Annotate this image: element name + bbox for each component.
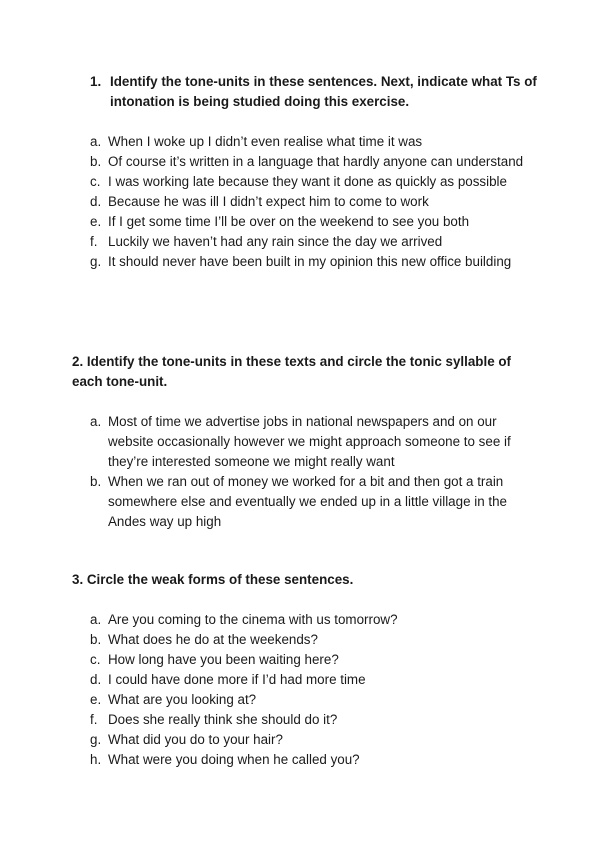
item-text: Does she really think she should do it? [108, 712, 338, 727]
list-item [90, 650, 540, 670]
list-item [90, 750, 540, 770]
item-letter: c. [90, 174, 101, 189]
list-item [90, 152, 540, 172]
list-item [90, 252, 540, 272]
list-item [90, 730, 540, 750]
item-letter: c. [90, 652, 101, 667]
item-letter: g. [90, 254, 102, 269]
list-item [90, 212, 540, 232]
item-text: Luckily we haven’t had any rain since the day we arrived [108, 234, 443, 249]
item-text: It should never have been built in my opinion this new office building [108, 254, 512, 269]
question-1-text: Identify the tone-units in these sentences. Next, indicate what Ts of intonation is being studied doing this exercise. [110, 74, 537, 109]
item-text: I could have done more if I’d had more time [108, 672, 366, 687]
item-letter: e. [90, 692, 102, 707]
list-item [90, 710, 540, 730]
item-text: When I woke up I didn’t even realise what time it was [108, 134, 423, 149]
list-item [90, 412, 540, 472]
item-letter: f. [90, 712, 98, 727]
item-text: If I get some time I’ll be over on the weekend to see you both [108, 214, 470, 229]
item-text: How long have you been waiting here? [108, 652, 339, 667]
item-letter: g. [90, 732, 102, 747]
item-letter: e. [90, 214, 102, 229]
question-3-list [90, 610, 540, 770]
question-1-number: 1. [90, 74, 102, 89]
item-text: What are you looking at? [108, 692, 257, 707]
question-2-list [90, 412, 540, 532]
question-3-heading: 3. Circle the weak forms of these sentences. [72, 572, 354, 587]
list-item [90, 172, 540, 192]
item-text: Most of time we advertise jobs in national newspapers and on our website occasionally however we might approach someone to see if they’re interested someone we might really want [108, 414, 511, 469]
item-letter: a. [90, 134, 102, 149]
list-item [90, 630, 540, 650]
list-item [90, 610, 540, 630]
list-item [90, 192, 540, 212]
list-item [90, 472, 540, 532]
item-text: What were you doing when he called you? [108, 752, 360, 767]
item-letter: d. [90, 194, 102, 209]
item-letter: a. [90, 612, 102, 627]
item-text: What did you do to your hair? [108, 732, 283, 747]
item-letter: a. [90, 414, 102, 429]
item-text: I was working late because they want it done as quickly as possible [108, 174, 507, 189]
question-2-heading: 2. Identify the tone-units in these texts and circle the tonic syllable of each tone-unit. [72, 354, 512, 389]
item-letter: h. [90, 752, 102, 767]
item-letter: b. [90, 154, 102, 169]
question-1-heading [90, 72, 540, 112]
list-item [90, 132, 540, 152]
item-letter: d. [90, 672, 102, 687]
item-text: Because he was ill I didn’t expect him to come to work [108, 194, 429, 209]
question-1-list [90, 132, 540, 272]
item-text: Of course it’s written in a language that hardly anyone can understand [108, 154, 524, 169]
item-text: When we ran out of money we worked for a bit and then got a train somewhere else and eventually we ended up in a little village in the Andes way up high [108, 474, 507, 529]
item-text: What does he do at the weekends? [108, 632, 318, 647]
list-item [90, 670, 540, 690]
item-letter: b. [90, 474, 102, 489]
list-item [90, 690, 540, 710]
item-letter: b. [90, 632, 102, 647]
item-text: Are you coming to the cinema with us tomorrow? [108, 612, 398, 627]
item-letter: f. [90, 234, 98, 249]
list-item [90, 232, 540, 252]
